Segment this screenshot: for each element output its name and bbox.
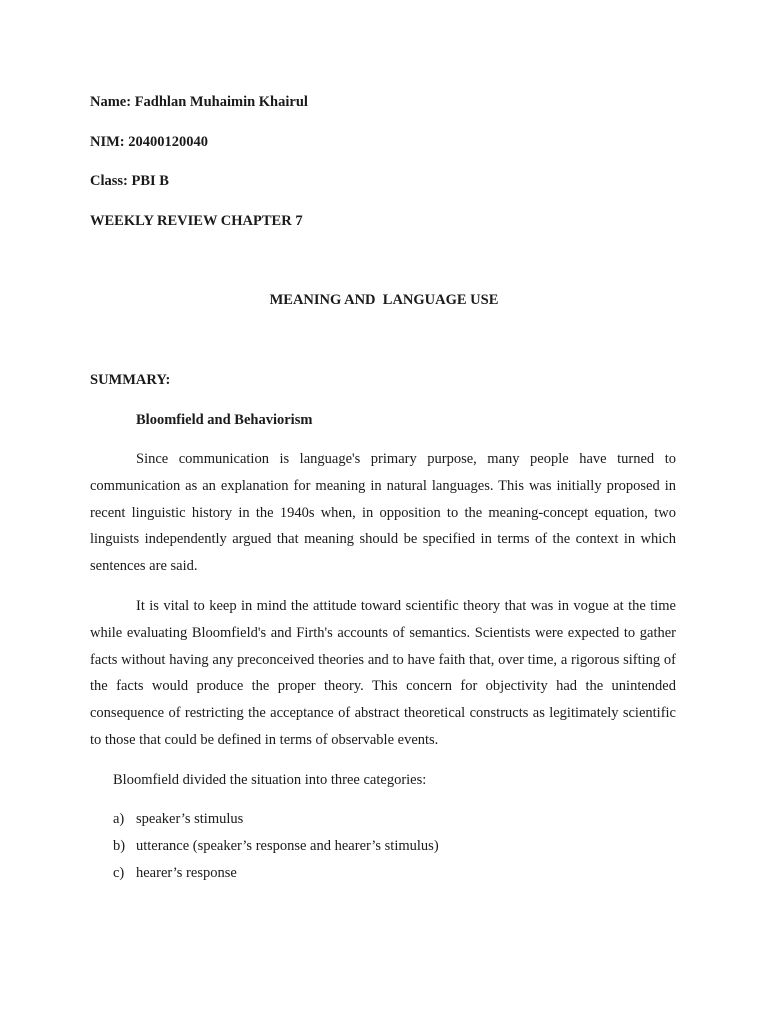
student-class: Class: PBI B: [90, 173, 169, 189]
list-item-text: utterance (speaker’s response and hearer’s stimulus): [136, 838, 439, 854]
list-item: [113, 836, 439, 863]
summary-label: SUMMARY:: [90, 372, 171, 388]
section-heading: Bloomfield and Behaviorism: [136, 412, 313, 428]
document-title: MEANING AND LANGUAGE USE: [269, 292, 499, 308]
list-marker: a): [113, 811, 125, 827]
list-marker: c): [113, 865, 125, 881]
list-item-text: hearer’s response: [136, 865, 237, 881]
review-chapter-heading: WEEKLY REVIEW CHAPTER 7: [90, 213, 303, 229]
student-name: Name: Fadhlan Muhaimin Khairul: [90, 94, 308, 110]
list-item: [113, 809, 439, 836]
paragraph-1: Since communication is language's primary purpose, many people have turned to communication as an explanation for meaning in natural languages. This was initially proposed in recent linguistic history in the 1940s when, in opposition to the meaning-concept equation, two linguists independently argued that meaning should be specified in terms of the context in which sentences are said.: [90, 451, 676, 575]
list-marker: b): [113, 838, 126, 854]
list-item: [113, 863, 439, 890]
paragraph-2: It is vital to keep in mind the attitude toward scientific theory that was in vogue at the time while evaluating Bloomfield's and Firth's accounts of semantics. Scientists were expected to gather facts without having any preconceived theories and to have faith that, over time, a rigorous sifting of the facts would produce the proper theory. This concern for objectivity had the unintended consequence of restricting the acceptance of abstract theoretical constructs as legitimately scientific to those that could be defined in terms of observable events.: [90, 598, 676, 748]
student-nim: NIM: 20400120040: [90, 134, 209, 150]
list-intro: Bloomfield divided the situation into three categories:: [113, 772, 427, 788]
category-list: [113, 809, 439, 890]
list-item-text: speaker’s stimulus: [136, 811, 244, 827]
